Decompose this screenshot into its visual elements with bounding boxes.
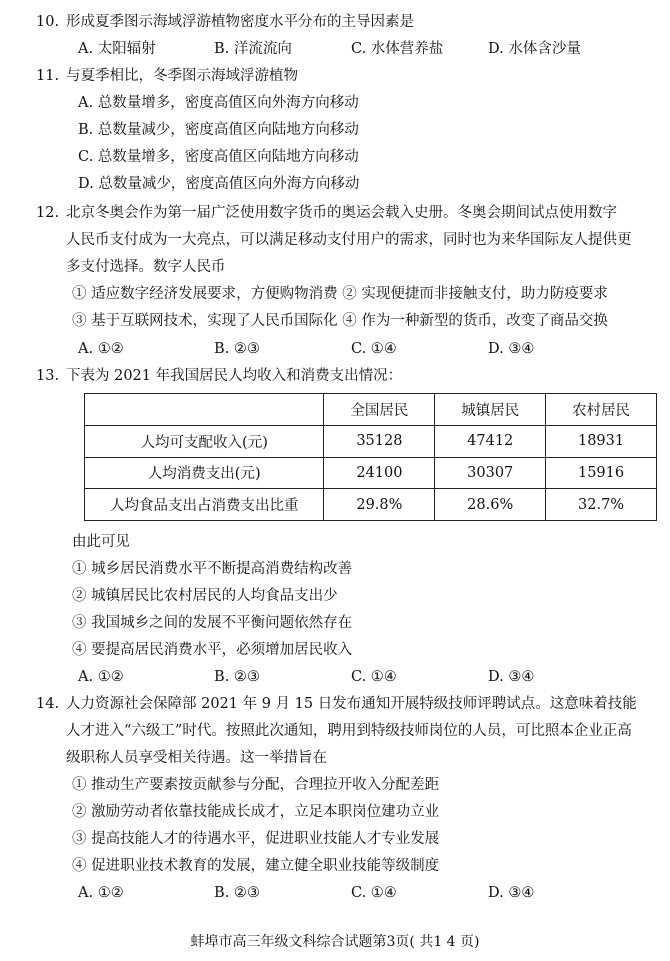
transition-text: 由此可见 <box>72 534 130 550</box>
choice-a: A. 总数量增多，密度高值区向外海方向移动 <box>78 95 359 111</box>
statement-line: ③ 我国城乡之间的发展不平衡问题依然存在 <box>72 615 353 631</box>
question-number: 10. <box>36 14 60 30</box>
table-cell: 18931 <box>546 425 657 457</box>
statement-line: ④ 促进职业技术教育的发展，建立健全职业技能等级制度 <box>72 858 440 874</box>
table-row-label: 人均消费支出(元) <box>85 457 324 489</box>
statement-line: ① 推动生产要素按贡献参与分配，合理拉开收入分配差距 <box>72 777 440 793</box>
table-header-cell: 城镇居民 <box>435 394 546 426</box>
choice-d: D. 水体含沙量 <box>488 41 581 57</box>
statement-line: ④ 要提高居民消费水平，必须增加居民收入 <box>72 642 353 658</box>
table-row <box>85 425 657 457</box>
choice-b: B. 总数量减少，密度高值区向陆地方向移动 <box>78 122 359 138</box>
question-stem: 下表为 2021 年我国居民人均收入和消费支出情况： <box>66 368 403 384</box>
income-table <box>84 393 657 521</box>
choice-c: C. ①④ <box>351 669 397 685</box>
choice-b: B. ②③ <box>214 669 260 685</box>
table-row <box>85 457 657 489</box>
page-footer: 蚌埠市高三年级文科综合试题第3页( 共1 4 页) <box>190 934 480 950</box>
question-stem-line-3: 级职称人员享受相关待遇。这一举措旨在 <box>66 750 327 766</box>
choice-a: A. ①② <box>78 341 124 357</box>
table-cell: 24100 <box>324 457 435 489</box>
table-cell: 30307 <box>435 457 546 489</box>
choice-b: B. ②③ <box>214 885 260 901</box>
table-row-label: 人均可支配收入(元) <box>85 425 324 457</box>
question-number: 14. <box>36 696 60 712</box>
table-header-cell <box>85 394 324 426</box>
choice-a: A. ①② <box>78 669 124 685</box>
choice-c: C. ①④ <box>351 885 397 901</box>
table-cell: 47412 <box>435 425 546 457</box>
choice-a: A. ①② <box>78 885 124 901</box>
question-number: 12. <box>36 205 60 221</box>
table-header-cell: 全国居民 <box>324 394 435 426</box>
question-stem-line-1: 北京冬奥会作为第一届广泛使用数字货币的奥运会载入史册。冬奥会期间试点使用数字 <box>66 205 617 221</box>
choice-b: B. ②③ <box>214 341 260 357</box>
statement-line: ① 适应数字经济发展要求，方便购物消费 ② 实现便捷而非接触支付，助力防疫要求 <box>72 286 608 302</box>
table-cell: 32.7% <box>546 489 657 521</box>
question-stem: 形成夏季图示海域浮游植物密度水平分布的主导因素是 <box>66 14 414 30</box>
choice-d: D. ③④ <box>488 885 535 901</box>
choice-c: C. 水体营养盐 <box>351 41 444 57</box>
question-stem-line-2: 人才进入“六级工”时代。按照此次通知，聘用到特级技师岗位的人员，可比照本企业正高 <box>66 723 632 739</box>
statement-line: ① 城乡居民消费水平不断提高消费结构改善 <box>72 561 353 577</box>
table-header-row <box>85 394 657 426</box>
table-cell: 35128 <box>324 425 435 457</box>
statement-line: ② 城镇居民比农村居民的人均食品支出少 <box>72 588 338 604</box>
question-number: 13. <box>36 368 60 384</box>
choice-c: C. ①④ <box>351 341 397 357</box>
choice-d: D. ③④ <box>488 669 535 685</box>
choice-b: B. 洋流流向 <box>214 41 292 57</box>
table-row-label: 人均食品支出占消费支出比重 <box>85 489 324 521</box>
table-cell: 29.8% <box>324 489 435 521</box>
question-stem-line-1: 人力资源社会保障部 2021 年 9 月 15 日发布通知开展特级技师评聘试点。这意味着技能 <box>66 696 637 712</box>
question-stem-line-3: 多支付选择。数字人民币 <box>66 259 226 275</box>
table-cell: 15916 <box>546 457 657 489</box>
question-stem-line-2: 人民币支付成为一大亮点，可以满足移动支付用户的需求，同时也为来华国际友人提供更 <box>66 232 632 248</box>
table-row <box>85 489 657 521</box>
question-stem: 与夏季相比，冬季图示海域浮游植物 <box>66 68 298 84</box>
statement-line: ③ 提高技能人才的待遇水平，促进职业技能人才专业发展 <box>72 831 440 847</box>
choice-d: D. ③④ <box>488 341 535 357</box>
choice-a: A. 太阳辐射 <box>78 41 156 57</box>
table-header-cell: 农村居民 <box>546 394 657 426</box>
question-number: 11. <box>36 68 60 84</box>
choice-c: C. 总数量增多，密度高值区向陆地方向移动 <box>78 149 359 165</box>
choice-d: D. 总数量减少，密度高值区向外海方向移动 <box>78 176 360 192</box>
statement-line: ② 激励劳动者依靠技能成长成才，立足本职岗位建功立业 <box>72 804 440 820</box>
statement-line: ③ 基于互联网技术，实现了人民币国际化 ④ 作为一种新型的货币，改变了商品交换 <box>72 313 608 329</box>
table-cell: 28.6% <box>435 489 546 521</box>
